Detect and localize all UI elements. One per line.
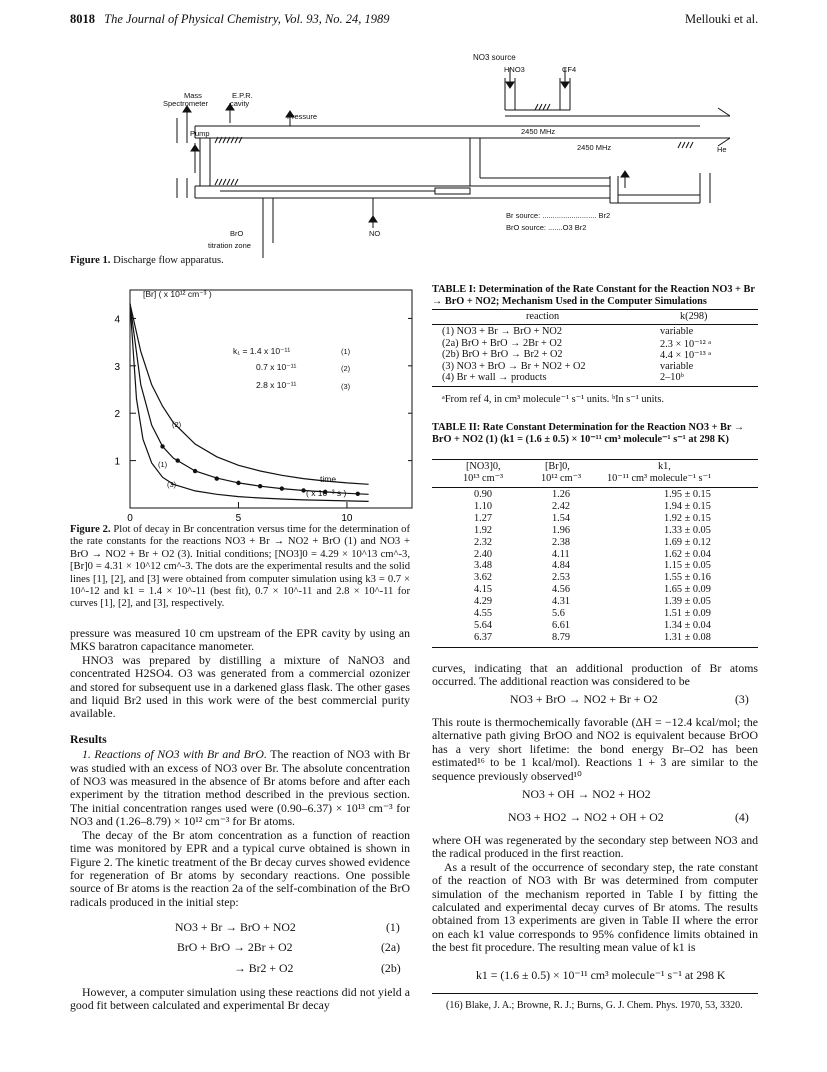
- fig1-label-br-source: Br source: .......................... Br2: [506, 211, 611, 220]
- equation-4a: NO3 + OH → NO2 + HO2: [522, 787, 651, 801]
- fig1-label-mass: Mass: [184, 91, 202, 100]
- table2-cell: 1.69 ± 0.12: [664, 536, 711, 548]
- left-column-text: [70, 627, 410, 909]
- table2-cell: 4.56: [552, 584, 571, 596]
- fig2-data-point: [160, 444, 164, 448]
- fig1-label-titration-zone: titration zone: [208, 241, 251, 250]
- fig2-y-axis-label: [Br] ( x 10¹² cm⁻³ ): [143, 289, 212, 299]
- fig2-data-point: [193, 469, 197, 473]
- table2-cell: 1.92: [474, 524, 493, 536]
- table2-cell: 2.42: [552, 500, 571, 512]
- table1-header-k: k(298): [680, 311, 708, 322]
- fig1-label-cavity: cavity: [230, 99, 250, 108]
- table2-cell: 1.62 ± 0.04: [664, 548, 711, 560]
- table2-cell: 8.79: [552, 631, 571, 643]
- table2-cell: 1.15 ± 0.05: [664, 560, 711, 572]
- header-authors: Mellouki et al.: [685, 12, 759, 26]
- fig2-y-tick-label: 3: [114, 361, 120, 373]
- table2-cell: 1.51 ± 0.09: [664, 608, 711, 619]
- fig1-label-epr: E.P.R.: [232, 91, 253, 100]
- fig1-label-spectrometer: Spectrometer: [163, 99, 209, 108]
- right-paragraph-1: curves, indicating that an additional production of Br atoms occurred. The additional reaction was considered to be: [432, 661, 758, 689]
- table1-rule-mid: [432, 324, 758, 325]
- fig2-k-value-2: 0.7 x 10⁻¹¹: [256, 362, 297, 372]
- table1-cell-reaction: (3) NO3 + BrO → Br + NO2 + O2: [442, 360, 586, 372]
- table2-rule-mid: [432, 487, 758, 488]
- table2-cell: 1.55 ± 0.16: [664, 572, 711, 584]
- fig2-series-line-3: [130, 304, 369, 502]
- right-paragraph-2: This route is thermochemically favorable (ΔH = −12.4 kcal/mol; the alternative path giving BrOO and NO2 is equivalent because BrOO has a very short lifetime: the bond energy Br–O2 has been estimated¹⁶ to be 1 kcal/mol). Reactions 1 + 3 are similar to the sequence previously observed¹⁰: [432, 715, 758, 783]
- figure2-chart: [90, 282, 420, 522]
- table1-cell-reaction: (4) Br + wall → products: [442, 372, 547, 383]
- table2-cell: 5.64: [474, 619, 493, 631]
- table1-title: TABLE I: Determination of the Rate Constant for the Reaction NO3 + Br → BrO + NO2; Mechanism Used in the Computer Simulations: [432, 284, 755, 307]
- table2-header-k1: k1,: [658, 461, 671, 472]
- table1-cell-reaction: (2a) BrO + BrO → 2Br + O2: [442, 337, 563, 349]
- table2-rule-bottom: [432, 647, 758, 648]
- fig1-label-bro: BrO: [230, 229, 244, 238]
- fig2-data-point: [258, 484, 262, 488]
- footnote-rule: [432, 993, 758, 994]
- fig1-label-hno3: HNO3: [504, 65, 525, 74]
- right-paragraph-4: As a result of the occurrence of secondary step, the rate constant of the reaction of NO3 with Br was determined from computer simulation of the mechanism reported in Table I by fitting the calculated and experimental decay curves of Br atoms. The results obtained from 13 experiments are given in Table II where the error on each k1 value corresponds to 95% confidence limits obtained in the best fit procedure. The resulting mean value of k1 is: [432, 859, 758, 955]
- fig2-data-point: [236, 481, 240, 485]
- equation-5: k1 = (1.6 ± 0.5) × 10⁻¹¹ cm³ molecule⁻¹ s⁻¹ at 298 K: [476, 968, 726, 982]
- fig2-k-value-3: 2.8 x 10⁻¹¹: [256, 380, 297, 390]
- fig2-data-point: [356, 492, 360, 496]
- equation-1: NO3 + Br → BrO + NO2: [175, 920, 296, 934]
- right-column-text-2: [432, 716, 758, 783]
- equation-3-number: (3): [735, 692, 749, 706]
- left-paragraph-1: pressure was measured 10 cm upstream of the EPR cavity by using an MKS baratron capacitance manometer.: [70, 626, 410, 654]
- table2-cell: 4.29: [474, 596, 493, 608]
- table2-unit-br: 10¹² cm⁻³: [541, 473, 582, 484]
- fig1-label-2450mhz-1: 2450 MHz: [521, 127, 556, 136]
- table2-header-br: [Br]0,: [545, 461, 570, 472]
- table2-cell: 1.95 ± 0.15: [664, 489, 711, 500]
- table1-cell-reaction: (1) NO3 + Br → BrO + NO2: [442, 326, 563, 337]
- fig2-y-tick-label: 2: [114, 409, 120, 421]
- table2-cell: 1.65 ± 0.09: [664, 584, 711, 596]
- fig1-label-pump: Pump: [190, 129, 210, 138]
- table2-cell: 1.10: [474, 500, 493, 512]
- table2-cell: 4.31: [552, 596, 571, 608]
- table2-cell: 1.96: [552, 524, 571, 536]
- fig2-plot-frame: [130, 290, 412, 508]
- right-column-text-1: [432, 662, 758, 689]
- fig2-data-point: [280, 486, 284, 490]
- results-heading: Results: [70, 731, 107, 746]
- equation-1-number: (1): [386, 920, 400, 934]
- equation-2a-number: (2a): [381, 940, 400, 954]
- table2-unit-k1: 10⁻¹¹ cm³ molecule⁻¹ s⁻¹: [607, 473, 712, 484]
- fig1-label-no3-source: NO3 source: [473, 53, 516, 62]
- table2-header-no3: [NO3]0,: [466, 461, 501, 472]
- table1-header-reaction: reaction: [526, 311, 560, 322]
- fig1-label-2450mhz-2: 2450 MHz: [577, 143, 612, 152]
- fig2-y-tick-label: 4: [114, 314, 120, 326]
- left-paragraph-2: HNO3 was prepared by distilling a mixture of NaNO3 and concentrated H2SO4. O3 was generated from a commercial ozonizer and stored for subsequent use in a darkened glass flask. The other gases and liquid Br2 used in this work were of the best commercial purity available.: [70, 652, 410, 721]
- table2-unit-no3: 10¹³ cm⁻³: [463, 473, 504, 484]
- table2-cell: 6.61: [552, 619, 571, 631]
- footnote-16: (16) Blake, J. A.; Browne, R. J.; Burns, G. J. Chem. Phys. 1970, 53, 3320.: [446, 1000, 743, 1011]
- equation-2b-number: (2b): [381, 961, 401, 975]
- fig2-y-tick-label: 1: [114, 456, 120, 468]
- left-paragraph-4: The decay of the Br atom concentration as a function of reaction time was monitored by EPR and a typical curve obtained is shown in Figure 2. The kinetic treatment of the Br decay curves showed evidence for regeneration of Br atoms by secondary reactions. One possible source of Br atoms is the reaction 2a of the self-combination of the BrO radicals produced in the initial step:: [70, 827, 410, 909]
- fig2-curve-label-3: (3): [167, 480, 177, 489]
- table2-cell: 4.55: [474, 608, 493, 619]
- table2-cell: 1.94 ± 0.15: [664, 500, 711, 512]
- fig2-x-tick-label: 10: [341, 513, 353, 522]
- left-paragraph-5: However, a computer simulation using these reactions did not yield a good fit between calculated and experimental Br decay: [70, 985, 410, 1013]
- table2-cell: 4.84: [552, 560, 571, 572]
- fig2-x-label-units: ( x 10⁻³ s ): [306, 488, 347, 498]
- page-number: 8018: [70, 12, 95, 26]
- figure1-caption-text: Discharge flow apparatus.: [113, 255, 224, 266]
- fig2-k-tag-1: (1): [341, 347, 351, 356]
- fig2-data-point: [215, 476, 219, 480]
- table2-cell: 1.33 ± 0.05: [664, 524, 711, 536]
- table1-cell-k: 4.4 × 10⁻¹³ ᵃ: [660, 350, 712, 361]
- table1-rule-top: [432, 309, 758, 310]
- figure1-apparatus-diagram: [140, 48, 740, 258]
- fig1-label-pressure: Pressure: [287, 112, 318, 121]
- fig1-label-cf4: CF4: [562, 65, 577, 74]
- table2-cell: 1.39 ± 0.05: [664, 596, 711, 608]
- fig2-curve-label-2: (2): [172, 420, 182, 429]
- fig1-label-no: NO: [369, 229, 381, 238]
- equation-4b: NO3 + HO2 → NO2 + OH + O2: [508, 810, 664, 824]
- table2-title: TABLE II: Rate Constant Determination for the Reaction NO3 + Br → BrO + NO2 (1) (k1 = (1.6 ± 0.5) × 10⁻¹¹ cm³ molecule⁻¹ s⁻¹ at 298 K): [432, 422, 745, 445]
- table1-cell-k: 2.3 × 10⁻¹² ᵃ: [660, 338, 712, 350]
- table1-cell-reaction: (2b) BrO + BrO → Br2 + O2: [442, 349, 563, 360]
- table1-rule-bottom: [432, 386, 758, 387]
- table2-cell: 4.15: [474, 584, 493, 596]
- figure2-caption-label: Figure 2.: [70, 524, 111, 535]
- table2-cell: 2.38: [552, 536, 571, 548]
- fig2-x-tick-label: 5: [235, 513, 242, 522]
- table2-rule-top: [432, 459, 758, 460]
- table2-cell: 3.48: [474, 560, 493, 572]
- equation-3: NO3 + BrO → NO2 + Br + O2: [510, 692, 658, 706]
- table2-cell: 3.62: [474, 572, 493, 584]
- right-paragraph-3: where OH was regenerated by the secondary step between NO3 and the radical produced in the first reaction.: [432, 833, 758, 861]
- figure2-caption: [70, 524, 410, 611]
- equation-4-number: (4): [735, 810, 749, 824]
- fig2-data-point: [176, 458, 180, 462]
- table1-footnote: ᵃFrom ref 4, in cm³ molecule⁻¹ s⁻¹ units. ᵇIn s⁻¹ units.: [442, 394, 664, 405]
- fig2-k-tag-2: (2): [341, 364, 351, 373]
- table2-cell: 6.37: [474, 631, 493, 643]
- table2-cell: 1.26: [552, 489, 571, 500]
- table2-cell: 4.11: [552, 548, 570, 560]
- table1-cell-k: variable: [660, 326, 694, 337]
- table2-cell: 0.90: [474, 489, 493, 500]
- equation-2a: BrO + BrO → 2Br + O2: [177, 940, 293, 954]
- right-column-text-3: [432, 834, 758, 955]
- figure2-caption-text: Plot of decay in Br concentration versus time for the determination of the rate constants for the reactions NO3 + Br → NO2 + BrO (1) and NO3 + BrO → NO2 + Br + O2 (3). Initial conditions; [NO3]0 = 4.29 × 10^13 cm^-3, [Br]0 = 4.31 × 10^12 cm^-3. The dots are the experimental results and the solid lines [1], [2], and [3] were obtained from computer simulation using k3 = 0.7 × 10^-12 and k1 = 1.4 × 10^-11 (best fit), 0.7 × 10^-11 and 2.8 × 10^-11 for curves [1], [2], and [3], respectively.: [70, 524, 410, 610]
- fig1-label-he: He: [717, 145, 727, 154]
- fig2-k-tag-3: (3): [341, 382, 351, 391]
- fig2-x-label-time: time: [320, 474, 337, 484]
- table2-cell: 1.34 ± 0.04: [664, 619, 711, 631]
- table2-cell: 5.6: [552, 608, 565, 619]
- figure1-caption: [70, 255, 410, 267]
- page-header: [70, 12, 390, 27]
- table1-cell-k: variable: [660, 360, 694, 372]
- left-column-end: [70, 986, 410, 1013]
- table1-cell-k: 2–10ᵇ: [660, 372, 684, 383]
- journal-title: The Journal of Physical Chemistry, Vol. 93, No. 24, 1989: [104, 12, 390, 26]
- table2-cell: 2.40: [474, 548, 493, 560]
- fig2-x-tick-label: 0: [127, 513, 133, 522]
- fig2-curve-label-1: (1): [158, 460, 168, 469]
- table2-cell: 1.27: [474, 512, 493, 524]
- left-paragraph-3: The reaction of NO3 with Br was studied with an excess of NO3 over Br. The absolute concentration of NO3 was measured in the absence of Br atoms before and after each experiment by the titration method described in the previous section. The initial concentration ranges used were (0.90–6.37) × 10¹³ cm⁻³ for NO3 and (1.26–8.79) × 10¹² cm⁻³ for Br atoms.: [70, 747, 410, 829]
- results-subheading: 1. Reactions of NO3 with Br and BrO.: [82, 747, 267, 762]
- table2-cell: 1.31 ± 0.08: [664, 631, 711, 643]
- table2-cell: 1.54: [552, 512, 571, 524]
- figure1-caption-label: Figure 1.: [70, 255, 111, 266]
- fig1-label-bro-source: BrO source: .......O3 Br2: [506, 223, 587, 232]
- equation-2b: → Br2 + O2: [234, 961, 294, 975]
- fig2-series-line-2: [130, 304, 369, 485]
- table2-cell: 2.53: [552, 572, 571, 584]
- table2-cell: 1.92 ± 0.15: [664, 512, 711, 524]
- table2-cell: 2.32: [474, 536, 493, 548]
- fig2-k-label: k₁ = 1.4 x 10⁻¹¹: [233, 346, 291, 356]
